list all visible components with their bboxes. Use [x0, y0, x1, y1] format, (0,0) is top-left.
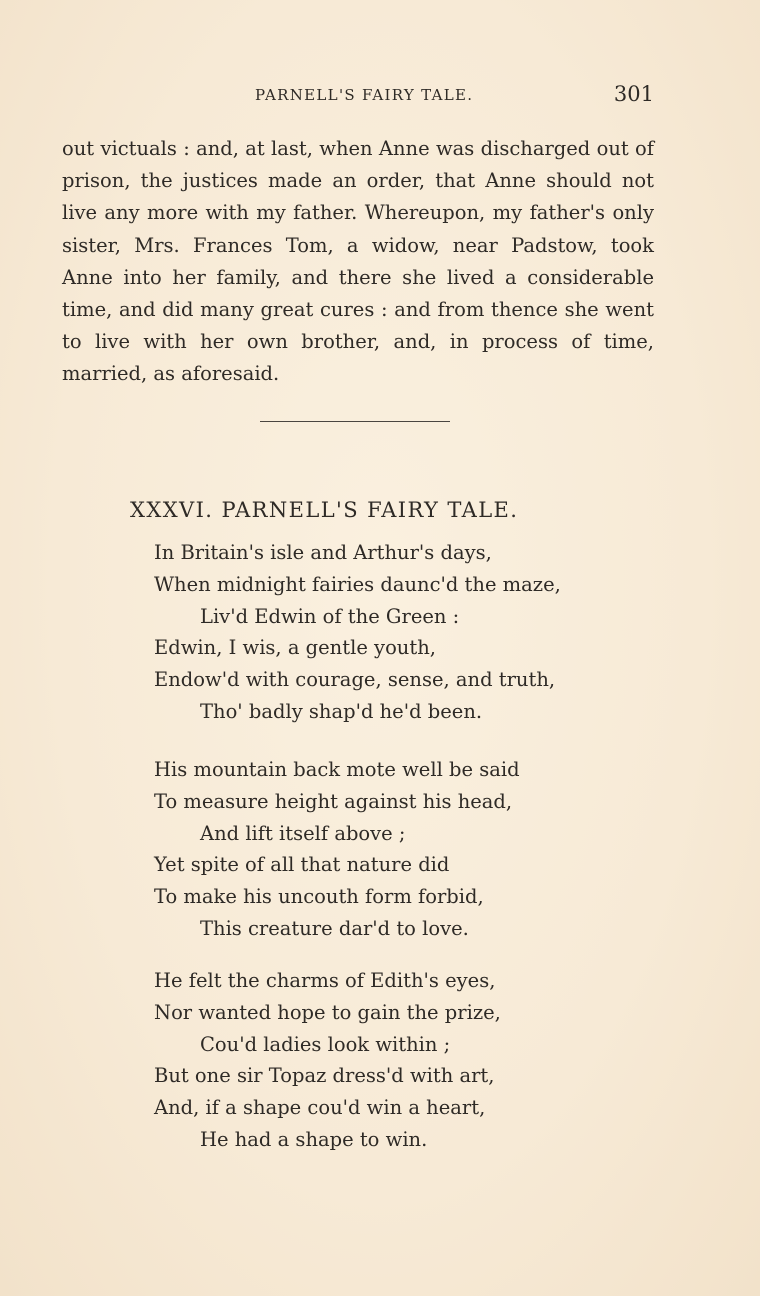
poem-line: Tho' badly shap'd he'd been.: [200, 699, 483, 723]
poem-stanza: [154, 754, 520, 945]
poem-line: Endow'd with courage, sense, and truth,: [154, 668, 556, 692]
section-divider: [260, 421, 450, 422]
poem-line: Yet spite of all that nature did: [154, 853, 450, 877]
running-head: PARNELL'S FAIRY TALE.: [255, 86, 474, 104]
poem-line: He had a shape to win.: [200, 1127, 428, 1151]
poem-line: And lift itself above ;: [200, 821, 406, 845]
poem-line: And, if a shape cou'd win a heart,: [154, 1096, 486, 1120]
poem-line: To measure height against his head,: [154, 789, 513, 813]
poem-line: In Britain's isle and Arthur's days,: [154, 541, 492, 564]
poem-stanza: [154, 537, 561, 728]
poem-line: He felt the charms of Edith's eyes,: [154, 969, 496, 992]
poem-line: Liv'd Edwin of the Green :: [200, 604, 460, 628]
poem-line: But one sir Topaz dress'd with art,: [154, 1064, 495, 1088]
poem-line: This creature dar'd to love.: [200, 916, 469, 940]
poem-line: His mountain back mote well be said: [154, 758, 520, 781]
section-title: XXXVI. PARNELL'S FAIRY TALE.: [130, 498, 519, 522]
poem-line: To make his uncouth form forbid,: [154, 885, 484, 909]
poem-line: When midnight fairies daunc'd the maze,: [154, 572, 561, 596]
poem-line: Edwin, I wis, a gentle youth,: [154, 636, 436, 660]
poem-stanza: [154, 965, 501, 1156]
poem-line: Cou'd ladies look within ;: [200, 1032, 451, 1056]
prose-paragraph: out victuals : and, at last, when Anne was discharged out of prison, the justices made an order, that Anne should not live any more with my father. Whereupon, my father's only sister, Mrs. Frances Tom, a widow, near Padstow, took Anne into her family, and there she lived a considerable time, and did many great cures : and from thence she went to live with her own brother, and, in process of time, married, as aforesaid.: [62, 137, 654, 386]
poem-line: Nor wanted hope to gain the prize,: [154, 1000, 501, 1024]
page-number: 301: [613, 82, 654, 106]
